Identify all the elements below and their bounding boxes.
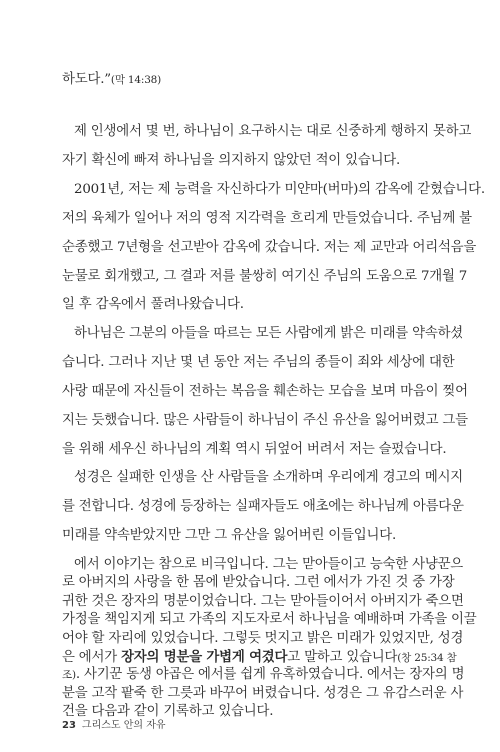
body-line: 가정을 책임지게 되고 가족의 지도자로서 하나님을 예배하며 가족을 이끌 — [62, 612, 477, 628]
body-line: 사랑 때문에 자신들이 전하는 복음을 훼손하는 모습을 보며 마음이 찢어 — [62, 384, 468, 399]
body-line: 자기 확신에 빠져 하나님을 의지하지 않았던 적이 있습니다. — [62, 153, 401, 168]
body-line: 순종했고 7년형을 선고받아 감옥에 갔습니다. 저는 제 교만과 어리석음을 — [62, 240, 477, 255]
emphasized-phrase: 장자의 명분을 가볍게 여겼다 — [121, 649, 288, 665]
scripture-reference: 조) — [62, 669, 76, 682]
body-line: 하나님은 그분의 아들을 따르는 모든 사람에게 밝은 미래를 약속하셨 — [74, 326, 464, 341]
body-line: 로 아버지의 사랑을 한 몸에 받았습니다. 그런 에서가 가진 것 중 가장 — [62, 575, 455, 591]
page-footer — [62, 716, 166, 731]
book-title: 그리스도 안의 자유 — [81, 720, 166, 731]
quote-ending — [62, 70, 434, 90]
body-line: 건을 다음과 같이 기록하고 있습니다. — [62, 704, 274, 720]
body-line: 제 인생에서 몇 번, 하나님이 요구하시는 대로 신중하게 행하지 못하고 — [74, 124, 472, 139]
body-line: 2001년, 저는 제 능력을 자신하다가 미얀마(버마)의 감옥에 갇혔습니다. — [74, 182, 485, 197]
body-line: 어야 할 자리에 있었습니다. 그렇듯 멋지고 밝은 미래가 있었지만, 성경 — [62, 630, 464, 646]
page-number: 23 — [62, 720, 76, 731]
quote-ending-text: 하도다.” — [62, 72, 111, 87]
body-line: 미래를 약속받았지만 그만 그 유산을 잃어버린 이들입니다. — [62, 528, 397, 543]
line-text: . 사기꾼 동생 야곱은 에서를 쉽게 유혹하였습니다. 에서는 장자의 명 — [75, 667, 465, 683]
body-line: 저의 육체가 일어나 저의 영적 지각력을 흐리게 만들었습니다. 주님께 불 — [62, 211, 472, 226]
scripture-reference: (막 14:38) — [110, 74, 162, 86]
line-text: 은 에서가 — [62, 650, 122, 665]
body-line: 습니다. 그러나 지난 몇 년 동안 저는 주님의 종들이 죄와 세상에 대한 — [62, 355, 455, 370]
body-line: 성경은 실패한 인생을 산 사람들을 소개하며 우리에게 경고의 메시지 — [74, 470, 464, 485]
body-line: 일 후 감옥에서 풀려나왔습니다. — [62, 297, 244, 312]
body-line: 귀한 것은 장자의 명분이었습니다. 그는 맏아들이어서 아버지가 죽으면 — [62, 593, 464, 609]
body-line: 지는 듯했습니다. 많은 사람들이 하나님이 주신 유산을 잃어버렸고 그들 — [62, 413, 468, 428]
body-line: 에서 이야기는 참으로 비극입니다. 그는 맏아들이고 능숙한 사냥꾼으 — [74, 557, 464, 572]
body-line: 눈물로 회개했고, 그 결과 저를 불쌍히 여기신 주님의 도움으로 7개월 7 — [62, 269, 468, 284]
body-line: 을 위해 세우신 하나님의 계획 역시 뒤엎어 버려서 저는 슬펐습니다. — [62, 442, 447, 457]
line-text: 고 말하고 있습니다 — [287, 650, 398, 665]
body-line: 를 전합니다. 성경에 등장하는 실패자들도 애초에는 하나님께 아름다운 — [62, 499, 464, 514]
scripture-reference: (창 25:34 참 — [397, 652, 457, 664]
body-line — [62, 665, 465, 685]
body-line: 분을 고작 팥죽 한 그릇과 바꾸어 버렸습니다. 성경은 그 유감스러운 사 — [62, 685, 464, 701]
